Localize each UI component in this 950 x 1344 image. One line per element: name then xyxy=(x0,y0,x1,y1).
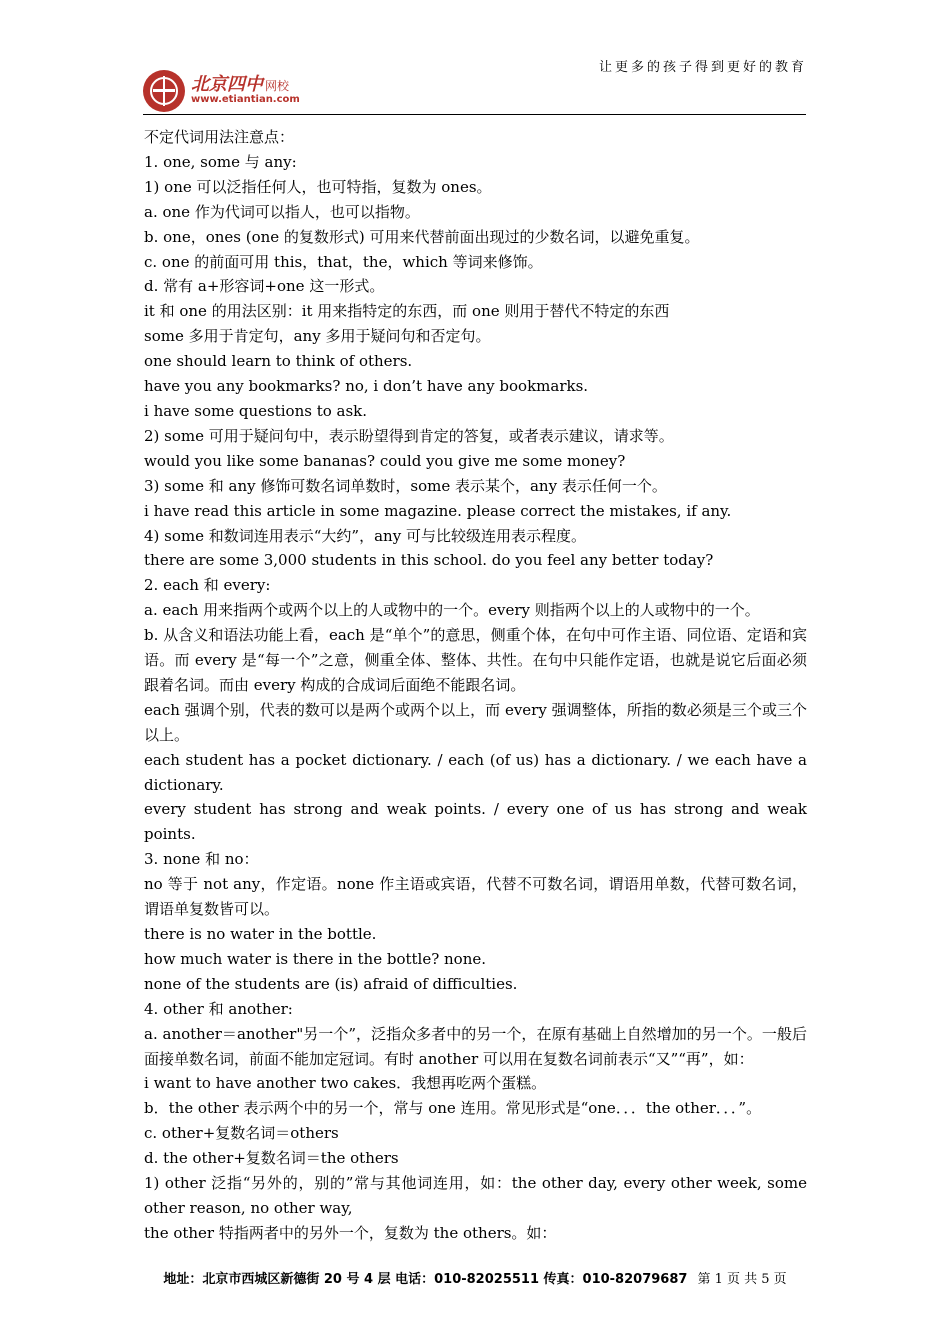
text-line: i have some questions to ask. xyxy=(144,401,368,420)
text-line: there are some 3,000 students in this school. do you feel any better today? xyxy=(144,551,714,570)
text-line: c. other+复数名词＝others xyxy=(144,1124,339,1143)
text-line: no 等于 not any，作定语。none 作主语或宾语，代替不可数名词，谓语用单数，代替可数名词，谓语单复数皆可以。 xyxy=(144,875,807,919)
document-body xyxy=(144,125,807,1246)
text-line: every student has strong and weak points. / every one of us has strong and weak points. xyxy=(144,800,807,844)
text-line: some 多用于肯定句，any 多用于疑问句和否定句。 xyxy=(144,327,491,346)
text-line: 3) some 和 any 修饰可数名词单数时，some 表示某个，any 表示任何一个。 xyxy=(144,476,667,495)
footer-address: 地址：北京市西城区新德街 20 号 4 层 电话：010-82025511 传真：010-82079687 xyxy=(163,1272,688,1287)
text-line: would you like some bananas? could you give me some money? xyxy=(144,451,626,470)
text-line: the other 特指两者中的另外一个，复数为 the others。如： xyxy=(144,1223,557,1242)
text-line: i have read this article in some magazine. please correct the mistakes, if any. xyxy=(144,501,732,520)
header-slogan: 让更多的孩子得到更好的教育 xyxy=(598,60,807,75)
text-line: c. one 的前面可用 this，that，the，which 等词来修饰。 xyxy=(144,252,543,271)
text-line: 3. none 和 no： xyxy=(144,850,259,869)
text-line: how much water is there in the bottle? none. xyxy=(144,949,487,968)
text-line: 不定代词用法注意点： xyxy=(144,128,295,146)
school-logo xyxy=(143,68,300,114)
text-line: 2) some 可用于疑问句中，表示盼望得到肯定的答复，或者表示建议，请求等。 xyxy=(144,426,674,445)
text-line: each 强调个别，代表的数可以是两个或两个以上，而 every 强调整体，所指的数必须是三个或三个以上。 xyxy=(144,700,807,744)
text-line: 1) other 泛指“另外的，别的”常与其他词连用，如：the other day, every other week, some other reason, no other way, xyxy=(144,1174,807,1217)
text-line: b. 从含义和语法功能上看，each 是“单个”的意思，侧重个体，在句中可作主语、同位语、定语和宾语。而 every 是“每一个”之意，侧重全体、整体、共性。在句中只能作定语，也就是说它后面必须跟着名词。而由 every 构成的合成词后面绝不能跟名词。 xyxy=(144,626,807,694)
brand-block xyxy=(191,76,300,105)
text-line: a. another＝another"另一个”，泛指众多者中的另一个，在原有基础上自然增加的另一个。一般后面接单数名词，前面不能加定冠词。有时 another 可以用在复数名词前表示“又”“再”，如： xyxy=(144,1024,807,1068)
header-divider xyxy=(143,114,806,115)
text-line: one should learn to think of others. xyxy=(144,352,413,371)
text-line: 1) one 可以泛指任何人，也可特指，复数为 ones。 xyxy=(144,177,492,196)
school-seal-icon xyxy=(143,70,185,112)
text-line: b．the other 表示两个中的另一个，常与 one 连用。常见形式是“one．．．the other．．．”。 xyxy=(144,1099,762,1118)
text-line: b. one，ones (one 的复数形式) 可用来代替前面出现过的少数名词，以避免重复。 xyxy=(144,227,700,246)
text-line: i want to have another two cakes．我想再吃两个蛋糕。 xyxy=(144,1074,547,1093)
brand-name: 北京四中 xyxy=(191,74,263,96)
text-line: 2. each 和 every: xyxy=(144,576,271,595)
text-line: each student has a pocket dictionary. / each (of us) has a dictionary. / we each have a dictionary. xyxy=(144,750,807,794)
text-line: a. each 用来指两个或两个以上的人或物中的一个。every 则指两个以上的人或物中的一个。 xyxy=(144,601,760,620)
brand-url: www.etiantian.com xyxy=(191,94,300,106)
text-line: d. 常有 a+形容词+one 这一形式。 xyxy=(144,277,385,296)
text-line: it 和 one 的用法区别：it 用来指特定的东西，而 one 则用于替代不特定的东西 xyxy=(144,302,670,321)
text-line: have you any bookmarks? no, i don’t have any bookmarks. xyxy=(144,377,589,396)
text-line: d. the other+复数名词＝the others xyxy=(144,1149,399,1168)
page-footer xyxy=(0,1268,950,1287)
text-line: there is no water in the bottle. xyxy=(144,925,377,943)
text-line: 4. other 和 another: xyxy=(144,999,293,1018)
text-line: none of the students are (is) afraid of difficulties. xyxy=(144,974,518,993)
text-line: a. one 作为代词可以指人，也可以指物。 xyxy=(144,202,420,221)
footer-page-number: 第 1 页 共 5 页 xyxy=(697,1272,787,1287)
text-line: 4) some 和数词连用表示“大约”，any 可与比较级连用表示程度。 xyxy=(144,526,586,545)
brand-tag: 网校 xyxy=(265,79,290,94)
text-line: 1. one, some 与 any: xyxy=(144,152,297,171)
